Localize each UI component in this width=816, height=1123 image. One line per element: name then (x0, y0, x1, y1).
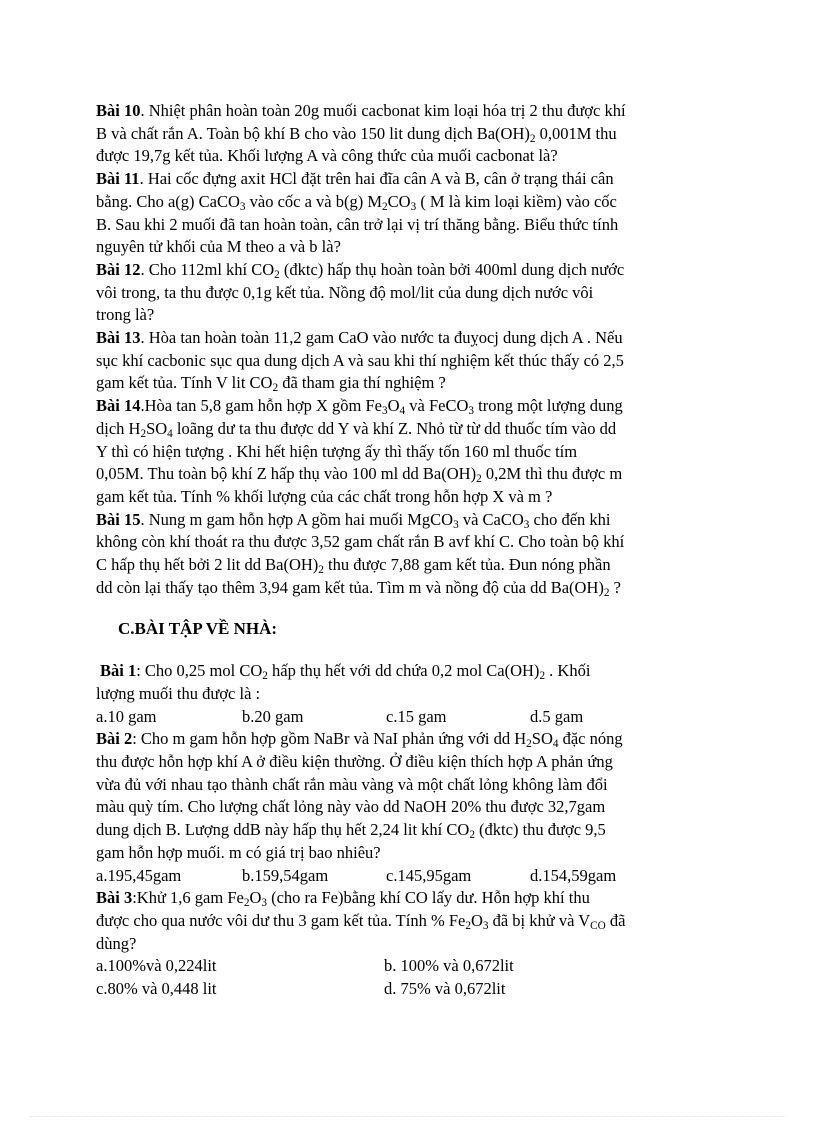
text-line: dịch H (96, 418, 141, 438)
exercise-label: Bài 13 (96, 328, 141, 348)
text-line: O (470, 910, 483, 930)
exercise-label: Bài 10 (96, 101, 141, 120)
exercise-13 (96, 327, 708, 395)
text-line: thu được hỗn hợp khí A ở điều kiện thường. Ở điều kiện thích hợp A phản ứng (96, 751, 613, 771)
option-a: a.195,45gam (96, 865, 182, 885)
subscript: 4 (167, 427, 173, 440)
text-line: O (249, 888, 262, 908)
option-c: c.145,95gam (386, 865, 472, 885)
text-line: và CaCO (458, 509, 524, 529)
homework-2 (96, 728, 708, 864)
text-line: (đktc) thu được 9,5 (474, 820, 606, 840)
text-line: đã tham gia thí nghiệm ? (278, 373, 446, 393)
exercise-label: Bài 12 (96, 259, 141, 279)
subscript: 2 (539, 670, 546, 683)
answer-options (96, 706, 708, 729)
option-c: c.15 gam (386, 706, 447, 726)
text-line: vôi trong, ta thu được 0,1g kết tủa. Nồng độ mol/lit của dung dịch nước vôi (96, 282, 594, 302)
text-line: .Hòa tan 5,8 gam hỗn hợp X gồm Fe (140, 396, 382, 416)
option-d: d. 75% và 0,672lit (384, 979, 506, 999)
subscript: 2 (262, 670, 268, 683)
text-line: đã bị khử và V (488, 910, 591, 930)
subscript: 2 (529, 132, 536, 145)
option-a: a.100%và 0,224lit (96, 956, 217, 976)
subscript: 3 (453, 518, 459, 531)
text-line: ? (609, 577, 621, 597)
exercise-label: Bài 1 (100, 661, 137, 681)
option-b: b.159,54gam (242, 865, 329, 885)
text-line: B. Sau khi 2 muối đã tan hoàn toàn, cân trở lại vị trí thăng bằng. Biểu thức tính (96, 214, 619, 234)
exercise-label: Bài 11 (96, 169, 140, 189)
text-line: dd còn lại thấy tạo thêm 3,94 gam kết tủa. Tìm m và nồng độ của dd Ba(OH) (96, 577, 604, 597)
text-line: (cho ra Fe)bằng khí CO lấy dư. Hỗn hợp khí thu (266, 888, 590, 908)
subscript: CO (590, 920, 606, 933)
exercise-12 (96, 259, 708, 327)
section-heading: C.BÀI TẬP VỀ NHÀ: (118, 619, 278, 639)
subscript: 2 (526, 738, 532, 751)
text-line: được 19,7g kết tủa. Khối lượng A và công thức của muối cacbonat là? (96, 146, 558, 166)
text-line: :Khử 1,6 gam Fe (132, 888, 244, 908)
option-b: b.20 gam (242, 706, 304, 726)
text-line: (đktc) hấp thụ hoàn toàn bởi 400ml dung dịch nước (279, 259, 625, 279)
text-line: hấp thụ hết với dd chứa 0,2 mol Ca(OH) (267, 661, 540, 681)
exercise-15 (96, 509, 708, 600)
text-line: trong một lượng dung (474, 396, 623, 416)
text-line: đặc nóng (558, 729, 623, 749)
exercise-label: Bài 2 (96, 729, 133, 749)
subscript: 2 (272, 382, 279, 395)
text-line: dùng? (96, 933, 137, 953)
text-line: ( M là kim loại kiềm) vào cốc (416, 191, 617, 211)
text-line: thu được 7,88 gam kết tủa. Đun nóng phần (323, 555, 611, 575)
subscript: 2 (469, 829, 475, 842)
subscript: 3 (482, 920, 489, 933)
text-line: được cho qua nước vôi dư thu 3 gam kết tủa. Tính % Fe (96, 910, 466, 930)
text-line: . Nung m gam hỗn hợp A gồm hai muối MgCO (140, 509, 454, 529)
text-line: SO (531, 729, 553, 749)
text-line: đã (605, 910, 626, 930)
text-line: CO (387, 191, 411, 211)
text-line: sục khí cacbonic sục qua dung dịch A và sau khi thí nghiệm kết thúc thấy có 2,5 (96, 350, 624, 370)
text-line: : Cho m gam hỗn hợp gồm NaBr và NaI phản ứng với dd H (132, 729, 527, 749)
answer-options (96, 978, 708, 1001)
homework-1-line2 (96, 683, 708, 706)
exercise-10 (96, 100, 708, 168)
text-line: 0,001M thu (535, 123, 617, 143)
exercise-11 (96, 168, 708, 259)
subscript: 3 (410, 200, 417, 213)
homework-3 (96, 887, 708, 955)
text-line: màu quỳ tím. Cho lượng chất lỏng này vào dd NaOH 20% thu được 32,7gam (96, 797, 606, 817)
subscript: 2 (140, 427, 147, 440)
answer-options (96, 865, 708, 888)
subscript: 2 (476, 473, 482, 486)
text-line: dung dịch B. Lượng ddB này hấp thụ hết 2,24 lit khí CO (96, 820, 470, 840)
exercise-14 (96, 395, 708, 509)
option-d: d.154,59gam (530, 865, 617, 885)
subscript: 3 (261, 897, 267, 910)
subscript: 2 (465, 920, 471, 933)
text-line: . Hai cốc đựng axit HCl đặt trên hai đĩa cân A và B, cân ở trạng thái cân (139, 169, 614, 189)
page-bottom-divider (30, 1116, 786, 1117)
subscript: 2 (603, 586, 610, 599)
option-a: a.10 gam (96, 706, 157, 726)
subscript: 4 (552, 738, 559, 751)
text-line: vào cốc a và b(g) M (245, 191, 383, 211)
exercise-label: Bài 14 (96, 396, 141, 416)
text-line: và FeCO (405, 396, 469, 416)
text-line: . Cho 112ml khí CO (140, 259, 275, 279)
text-line: loãng dư ta thu được dd Y và khí Z. Nhỏ từ từ dd thuốc tím vào dd (172, 418, 617, 438)
option-b: b. 100% và 0,672lit (384, 956, 514, 976)
subscript: 3 (382, 405, 388, 418)
text-line: 0,2M thì thu được m (481, 464, 623, 484)
option-d: d.5 gam (530, 706, 584, 726)
text-line: : Cho 0,25 mol CO (136, 661, 263, 681)
subscript: 3 (523, 518, 530, 531)
answer-options (96, 955, 708, 978)
subscript: 2 (318, 564, 324, 577)
text-line: bằng. Cho a(g) CaCO (96, 191, 240, 211)
text-line: Y thì có hiện tượng . Khi hết hiện tượng ấy thì thấy tốn 160 ml thuốc tím (96, 441, 578, 461)
text-line: 0,05M. Thu toàn bộ khí Z hấp thụ vào 100 ml dd Ba(OH) (96, 464, 477, 484)
text-line: O (387, 396, 400, 416)
homework-1 (96, 660, 708, 683)
exercise-label: Bài 15 (96, 509, 141, 529)
text-line: gam hỗn hợp muối. m có giá trị bao nhiêu? (96, 842, 381, 862)
subscript: 2 (382, 200, 388, 213)
text-line: gam kết tủa. Tính % khối lượng của các chất trong hỗn hợp X và m ? (96, 486, 553, 506)
option-c: c.80% và 0,448 lit (96, 979, 217, 999)
text-line: vừa đủ với nhau tạo thành chất rắn màu vàng và một chất lỏng không làm đổi (96, 774, 608, 794)
text-line: gam kết tủa. Tính V lit CO (96, 373, 273, 393)
subscript: 3 (239, 200, 246, 213)
text-line: trong là? (96, 305, 155, 325)
text-line: . Hòa tan hoàn toàn 11,2 gam CaO vào nước ta đuỵocj dung dịch A . Nếu (140, 328, 623, 348)
subscript: 4 (399, 405, 406, 418)
document-page (96, 100, 708, 1001)
subscript: 2 (274, 269, 280, 282)
text-line: . Nhiệt phân hoàn toàn 20g muối cacbonat kim loại hóa trị 2 thu được khí (140, 101, 626, 120)
exercise-label: Bài 3 (96, 888, 133, 908)
text-line: cho đến khi (529, 509, 611, 529)
subscript: 3 (468, 405, 474, 418)
subscript: 2 (243, 897, 250, 910)
text-line: . Khối (545, 661, 591, 681)
text-line: C hấp thụ hết bởi 2 lit dd Ba(OH) (96, 555, 319, 575)
text-line: B và chất rắn A. Toàn bộ khí B cho vào 150 lit dung dịch Ba(OH) (96, 123, 530, 143)
text-line: lượng muối thu được là : (96, 683, 261, 703)
text-line: không còn khí thoát ra thu được 3,52 gam chất rắn B avf khí C. Cho toàn bộ khí (96, 532, 625, 552)
text-line: nguyên tử khối của M theo a và b là? (96, 237, 341, 257)
text-line: SO (146, 418, 168, 438)
